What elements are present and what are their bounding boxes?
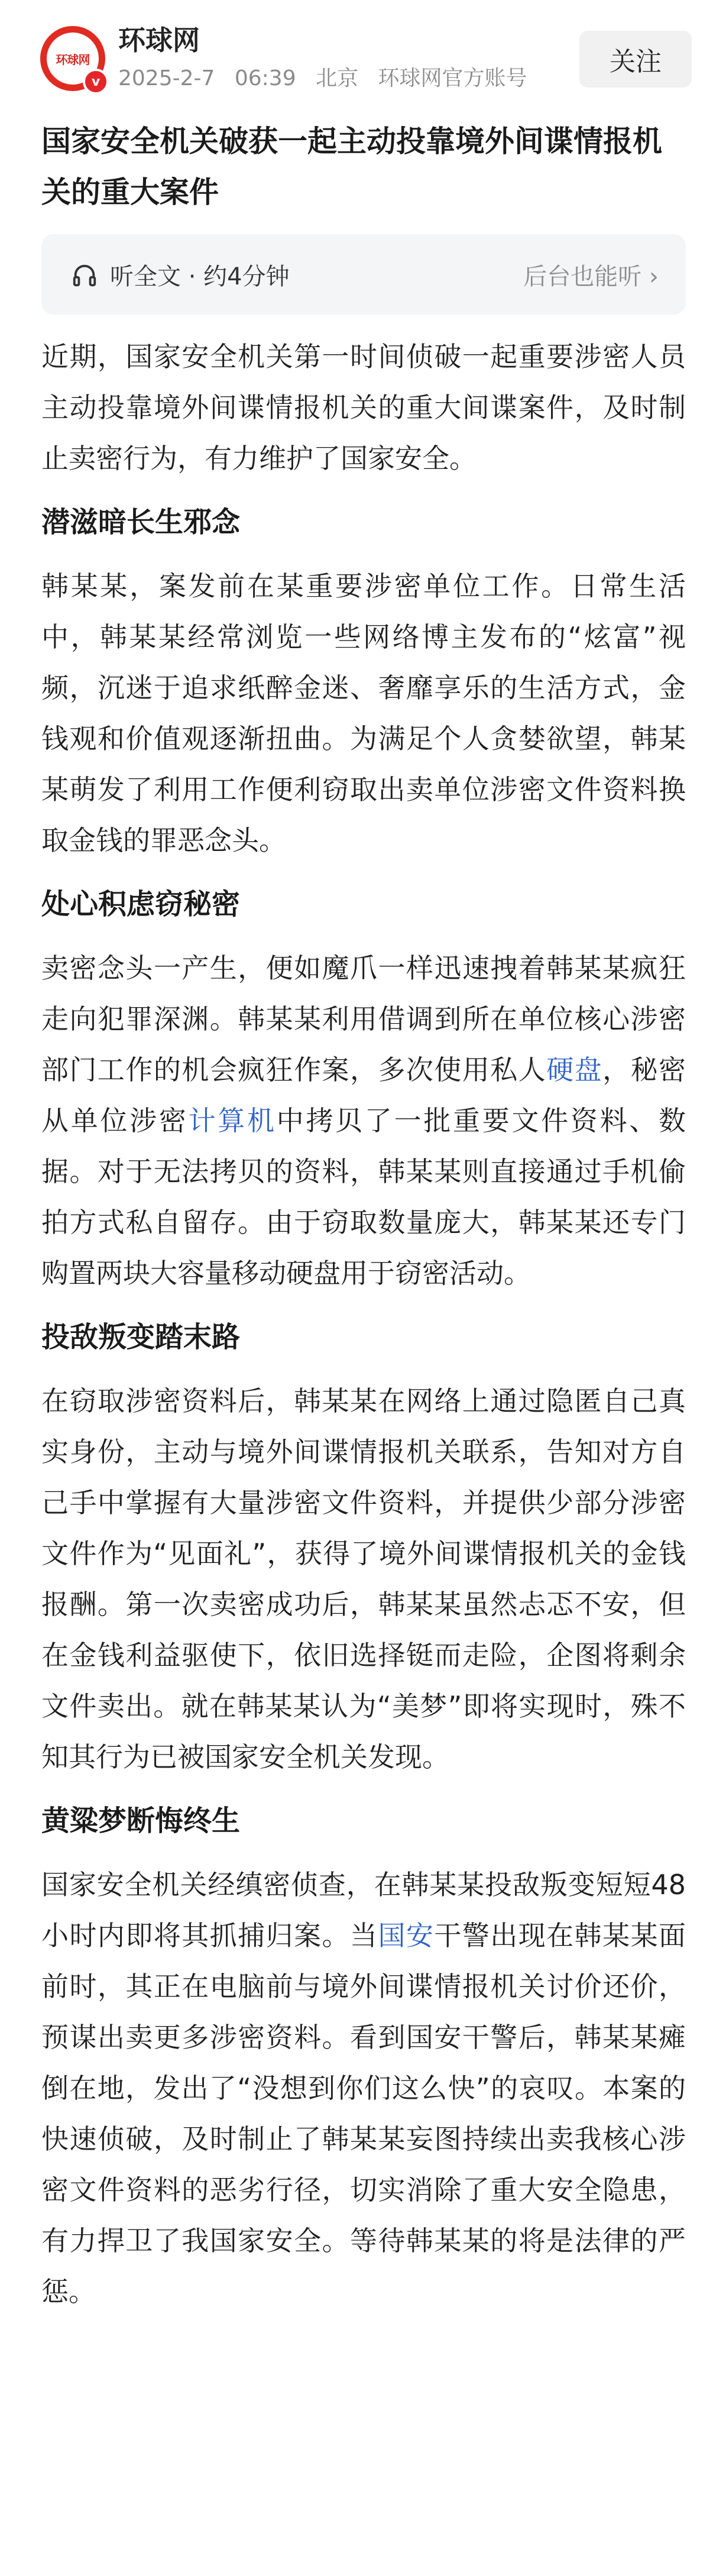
verified-badge-icon: v [83, 69, 109, 95]
chevron-right-icon: › [649, 263, 659, 290]
keyword-link-national-security[interactable]: 国安 [378, 1920, 435, 1952]
intro-paragraph: 近期，国家安全机关第一时间侦破一起重要涉密人员主动投靠境外间谍情报机关的重大间谍案件，及时制止卖密行为，有力维护了国家安全。 [41, 341, 686, 474]
article-header [0, 0, 726, 101]
account-label: 环球网官方账号 [378, 66, 527, 90]
post-meta [118, 62, 540, 92]
article-body [41, 331, 686, 2330]
section-paragraph [41, 1859, 686, 2317]
paragraph-text: 中拷贝了一批重要文件资料、数据。对于无法拷贝的资料，韩某某则直接通过手机偷拍方式私自留存。由于窃取数量庞大，韩某某还专门购置两块大容量移动硬盘用于窃密活动。 [41, 1105, 686, 1289]
paragraph-text: 国家安全机关经缜密侦查，在韩某某投敌叛变短短48小时内即将其抓捕归案。当 [41, 1869, 686, 1952]
section-heading: 黄粱梦断悔终生 [41, 1804, 241, 1837]
keyword-link-hard-disk[interactable]: 硬盘 [546, 1054, 603, 1086]
section-paragraph: 韩某某，案发前在某重要涉密单位工作。日常生活中，韩某某经常浏览一些网络博主发布的“炫富”视频，沉迷于追求纸醉金迷、奢靡享乐的生活方式，金钱观和价值观逐渐扭曲。为满足个人贪婪欲望，韩某某萌发了利用工作便利窃取出卖单位涉密文件资料换取金钱的罪恶念头。 [41, 570, 686, 856]
article-title: 国家安全机关破获一起主动投靠境外间谍情报机关的重大案件 [41, 124, 662, 209]
post-date: 2025-2-7 [118, 66, 215, 90]
listen-bar[interactable] [41, 234, 686, 315]
background-play-label: 后台也能听 [523, 263, 642, 290]
section-paragraph: 在窃取涉密资料后，韩某某在网络上通过隐匿自己真实身份，主动与境外间谍情报机关联系，告知对方自己手中掌握有大量涉密文件资料，并提供少部分涉密文件作为“见面礼”，获得了境外间谍情报机关的金钱报酬。第一次卖密成功后，韩某某虽然忐忑不安，但在金钱利益驱使下，依旧选择铤而走险，企图将剩余文件卖出。就在韩某某认为“美梦”即将实现时，殊不知其行为已被国家安全机关发现。 [41, 1385, 686, 1773]
background-play-link[interactable] [523, 258, 659, 292]
author-name[interactable]: 环球网 [118, 24, 200, 56]
follow-button[interactable]: 关注 [579, 31, 692, 88]
listen-full-text-label: 听全文 · 约4分钟 [110, 263, 290, 290]
section-heading: 处心积虑窃秘密 [41, 888, 241, 921]
keyword-link-computer[interactable]: 计算机 [188, 1105, 277, 1137]
paragraph-text: 卖密念头一产生，便如魔爪一样迅速拽着韩某某疯狂走向犯罪深渊。韩某某利用借调到所在单位核心涉密部门工作的机会疯狂作案，多次使用私人 [41, 952, 686, 1086]
avatar-logo: 环球网 [47, 33, 99, 85]
section-paragraph [41, 943, 686, 1299]
section-heading: 潜滋暗长生邪念 [41, 506, 241, 539]
paragraph-text: 干警出现在韩某某面前时，其正在电脑前与境外间谍情报机关讨价还价，预谋出卖更多涉密资料。看到国安干警后，韩某某瘫倒在地，发出了“没想到你们这么快”的哀叹。本案的快速侦破，及时制止了韩某某妄图持续出卖我核心涉密文件资料的恶劣行径，切实消除了重大安全隐患，有力捍卫了我国家安全。等待韩某某的将是法律的严惩。 [41, 1920, 686, 2308]
paragraph-text: ，秘密从单位涉密 [41, 1054, 686, 1137]
headphone-icon [71, 261, 98, 289]
post-location: 北京 [316, 66, 359, 90]
section-heading: 投敌叛变踏末路 [41, 1321, 241, 1354]
post-time: 06:39 [234, 66, 296, 90]
